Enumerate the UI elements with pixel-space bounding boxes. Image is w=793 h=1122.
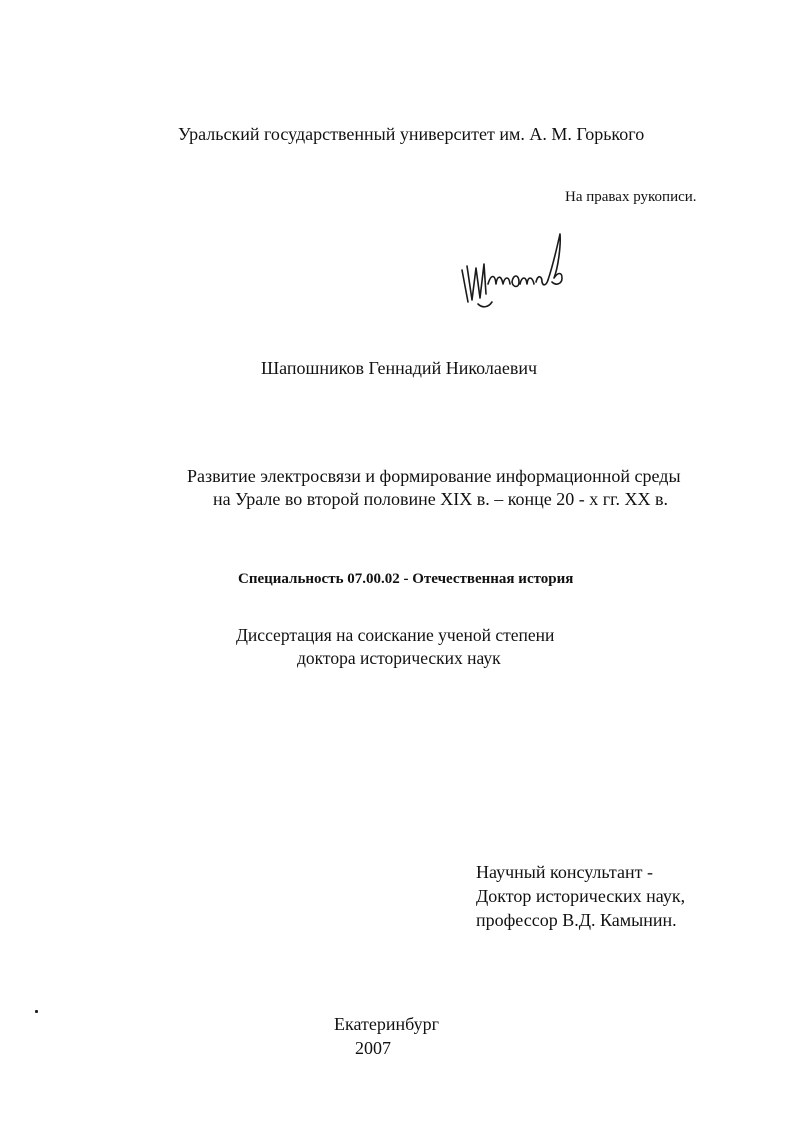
author-signature xyxy=(458,215,568,310)
university-name: Уральский государственный университет им. А. М. Горького xyxy=(178,124,645,144)
rights-note: На правах рукописи. xyxy=(565,189,697,205)
consultant-line-1: Научный консультант - xyxy=(476,862,653,882)
consultant-line-3: профессор В.Д. Камынин. xyxy=(476,910,677,930)
author-name: Шапошников Геннадий Николаевич xyxy=(261,358,538,378)
consultant-line-2: Доктор исторических наук, xyxy=(476,886,686,906)
scan-speck xyxy=(35,1010,38,1013)
specialty: Специальность 07.00.02 - Отечественная история xyxy=(238,571,574,587)
degree-line-1: Диссертация на соискание ученой степени xyxy=(236,625,555,645)
dissertation-title-line-2: на Урале во второй половине XIX в. – конце 20 - х гг. XX в. xyxy=(213,489,669,509)
dissertation-title-line-1: Развитие электросвязи и формирование информационной среды xyxy=(187,466,681,486)
year: 2007 xyxy=(355,1038,391,1058)
signature-text: Шапошников xyxy=(458,215,550,232)
city: Екатеринбург xyxy=(334,1014,439,1034)
degree-line-2: доктора исторических наук xyxy=(297,648,501,668)
